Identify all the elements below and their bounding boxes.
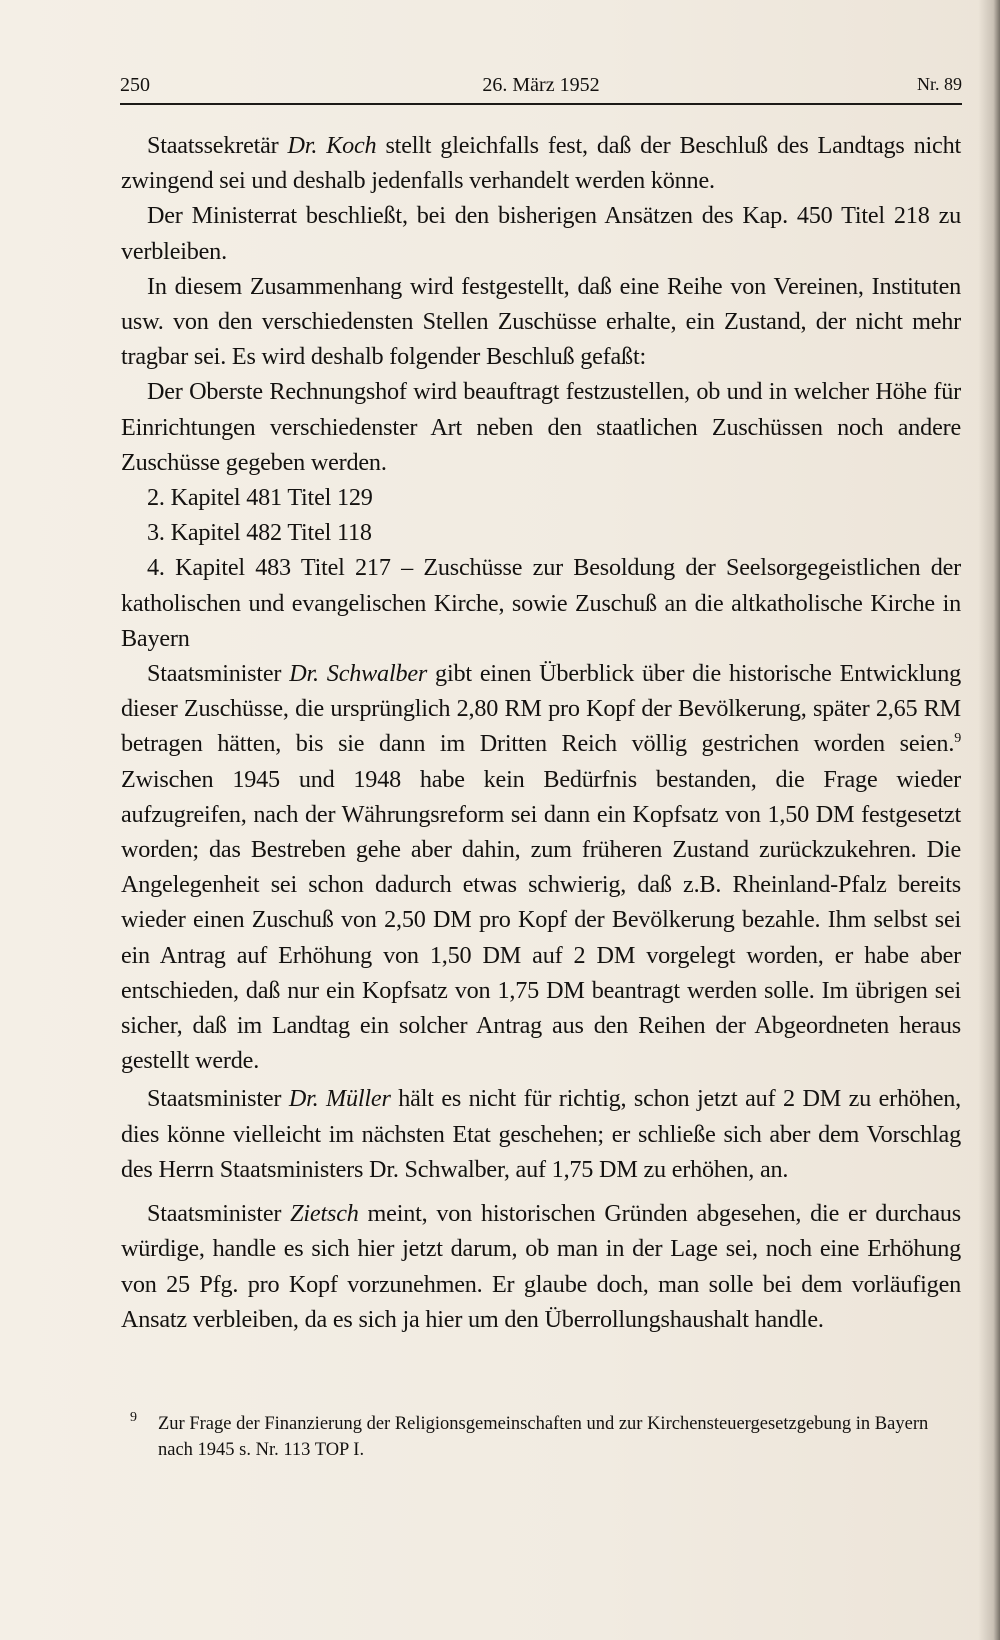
paragraph-schwalber: [121, 656, 961, 1078]
document-number: Nr. 89: [917, 74, 962, 94]
paragraph-text: meint, von historischen Gründen abgesehen, die er durchaus würdige, handle es sich hier jetzt darum, ob man in der Lage sei, noch eine Erhöhung von 25 Pfg. pro Kopf vorzunehmen. Er glaube doch, man solle bei dem vorläufigen Ansatz verbleiben, da es sich ja hier um den Überrollungshaushalt handle.: [121, 1200, 962, 1333]
agenda-item-2: 2. Kapitel 481 Titel 129: [147, 484, 373, 512]
speaker-name: Dr. Müller: [288, 1085, 391, 1113]
speaker-name: Zietsch: [290, 1200, 359, 1228]
paragraph-resolution: Der Oberste Rechnungshof wird beauftragt festzustellen, ob und in welcher Höhe für Einrichtungen verschiedenster Art neben den staatlichen Zuschüssen noch andere Zuschüsse gegeben werden.: [121, 378, 961, 476]
paragraph-text: gibt einen Überblick über die historische Entwicklung dieser Zuschüsse, die ursprünglich 2,80 RM pro Kopf der Bevölkerung, später 2,65 RM betragen hätten, bis sie dann im Dritten Reich völlig gestrichen worden seien.: [121, 660, 961, 758]
agenda-item-3: 3. Kapitel 482 Titel 118: [147, 519, 372, 547]
paragraph-zietsch: [121, 1196, 961, 1337]
paragraph-text: hält es nicht für richtig, schon jetzt auf 2 DM zu erhöhen, dies könne vielleicht im nächsten Etat geschehen; er schließe sich aber dem Vorschlag des Herrn Staatsministers Dr. Schwalber, auf 1,75 DM zu erhöhen, an.: [121, 1085, 961, 1183]
footnote-text: Zur Frage der Finanzierung der Religionsgemeinschaften und zur Kirchensteuergesetzgebung in Bayern nach 1945 s. Nr. 113 TOP I.: [158, 1414, 929, 1460]
speaker-title: Staatsminister: [147, 1200, 291, 1228]
paragraph-decision: Der Ministerrat beschließt, bei den bisherigen Ansätzen des Kap. 450 Titel 218 zu verbleiben.: [121, 202, 961, 265]
paragraph-text: Zwischen 1945 und 1948 habe kein Bedürfnis bestanden, die Frage wieder aufzugreifen, nach der Währungsreform sei dann ein Kopfsatz von 1,50 DM festgesetzt worden; das Bestreben gehe aber dahin, zum früheren Zustand zurückzukehren. Die Angelegenheit sei schon dadurch etwas schwierig, daß z.B. Rheinland-Pfalz bereits wieder einen Zuschuß von 2,50 DM pro Kopf der Bevölkerung bezahle. Ihm selbst sei ein Antrag auf Erhöhung von 1,50 DM auf 2 DM vorgelegt worden, er habe aber entschieden, daß nur ein Kopfsatz von 1,75 DM beantragt werden solle. Im übrigen sei sicher, daß im Landtag ein solcher Antrag aus den Reihen der Abgeordneten heraus gestellt werde.: [121, 765, 961, 1075]
header-date: 26. März 1952: [482, 74, 600, 96]
speaker-name: Dr. Koch: [287, 132, 377, 159]
page-number: 250: [120, 74, 150, 96]
footnote-number: 9: [130, 1410, 137, 1425]
footnotes: [130, 1411, 960, 1463]
footnote: [130, 1411, 960, 1463]
paragraph-koch: [121, 128, 961, 198]
page-edge-shadow: [978, 0, 1000, 1640]
speaker-name: Dr. Schwalber: [289, 660, 428, 688]
speaker-title: Staatsminister: [147, 1085, 289, 1113]
paragraph-context: In diesem Zusammenhang wird festgestellt, daß eine Reihe von Vereinen, Instituten usw. von den verschiedensten Stellen Zuschüsse erhalte, ein Zustand, der nicht mehr tragbar sei. Es wird deshalb folgender Beschluß gefaßt:: [121, 272, 961, 371]
agenda-item-4: 4. Kapitel 483 Titel 217 – Zuschüsse zur Besoldung der Seelsorgegeistlichen der katholischen und evangelischen Kirche, sowie Zuschuß an die altkatholische Kirche in Bayern: [121, 554, 961, 652]
speaker-title: Staatsminister: [147, 660, 290, 688]
running-header: [120, 70, 962, 102]
paragraph-text: stellt gleichfalls fest, daß der Beschluß des Landtags nicht zwingend sei und deshalb jedenfalls verhandelt werden könne.: [121, 132, 961, 195]
footnote-reference: 9: [954, 731, 961, 747]
body-text: [121, 128, 961, 1337]
paragraph-mueller: [121, 1081, 961, 1187]
speaker-title: Staatssekretär: [147, 132, 288, 159]
header-rule: [120, 103, 962, 105]
